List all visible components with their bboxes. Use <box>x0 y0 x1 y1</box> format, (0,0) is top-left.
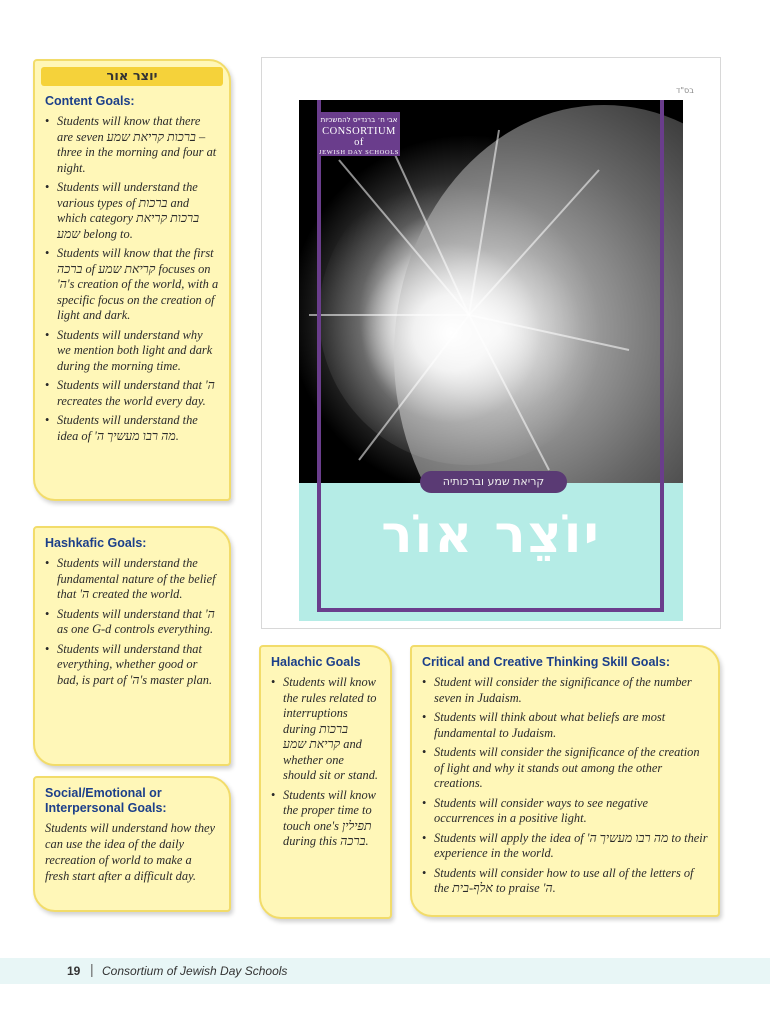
hashkafic-goals-list <box>45 556 219 688</box>
list-item: • Students will understand that 'ה recreates the world every day. <box>45 378 219 409</box>
list-item: • Students will understand the various types of ברכות and which category ברכות קריאת שמע belong to. <box>45 180 219 242</box>
halachic-goals-heading: Halachic Goals <box>271 655 361 669</box>
section-title-bar: יוצר אור <box>41 67 223 86</box>
list-item: • Students will know the proper time to touch one's תפילין during this ברכה. <box>271 788 380 850</box>
cover-subtitle: קריאת שמע וברכותיה <box>420 471 567 493</box>
list-item: • Students will know that there are seven ברכות קריאת שמע – three in the morning and four at night. <box>45 114 219 176</box>
critical-goals-card <box>410 645 720 917</box>
logo-schools-line: JEWISH DAY SCHOOLS <box>318 149 400 156</box>
cover-title: יוֹצֵר אוֹר <box>381 505 601 565</box>
list-item: • Students will consider ways to see negative occurrences in a positive light. <box>422 796 708 827</box>
logo-hebrew-line: אבי ח׳ ברנדייס להמשכיות <box>320 116 398 124</box>
page-footer <box>0 958 770 984</box>
bsd-mark: בס"ד <box>676 86 694 95</box>
hashkafic-goals-card <box>33 526 231 766</box>
critical-goals-list <box>422 675 708 897</box>
content-goals-card <box>33 59 231 501</box>
list-item: • Students will think about what beliefs are most fundamental to Judaism. <box>422 710 708 741</box>
content-goals-list <box>45 114 219 444</box>
critical-goals-heading: Critical and Creative Thinking Skill Goals: <box>422 655 670 669</box>
hashkafic-goals-heading: Hashkafic Goals: <box>45 536 147 550</box>
list-item: • Students will know the rules related to interruptions during ברכות קריאת שמע and whether one should sit or stand. <box>271 675 380 784</box>
list-item: • Students will know that the first ברכה of קריאת שמע focuses on 'ה's creation of the world, with a specific focus on the creation of light and dark. <box>45 246 219 324</box>
logo-name-line: CONSORTIUM of <box>322 126 396 148</box>
list-item: • Students will understand the idea of 'מה רבו מעשיך ה. <box>45 413 219 444</box>
halachic-goals-list <box>271 675 380 850</box>
booklet-cover-image <box>299 100 683 621</box>
list-item: • Students will consider how to use all of the letters of the אלף-בית to praise 'ה. <box>422 866 708 897</box>
list-item: • Students will understand why we mention both light and dark during the morning time. <box>45 328 219 375</box>
page-number: 19 <box>67 964 81 978</box>
social-goals-text: Students will understand how they can use the idea of the daily recreation of world to make a fresh start after a difficult day. <box>45 821 216 883</box>
consortium-logo <box>318 112 400 156</box>
list-item: • Students will consider the significance of the creation of light and why it stands out among the other creations. <box>422 745 708 792</box>
list-item: • Students will understand that 'ה as one G-d controls everything. <box>45 607 219 638</box>
halachic-goals-card <box>259 645 392 919</box>
list-item: • Students will understand the fundamental nature of the belief that 'ה created the world. <box>45 556 219 603</box>
social-goals-heading: Social/Emotional or Interpersonal Goals: <box>45 786 167 815</box>
content-goals-heading: Content Goals: <box>45 94 135 108</box>
footer-organization: Consortium of Jewish Day Schools <box>102 964 288 978</box>
list-item: • Students will apply the idea of 'מה רבו מעשיך ה to their experience in the world. <box>422 831 708 862</box>
list-item: • Student will consider the significance of the number seven in Judaism. <box>422 675 708 706</box>
footer-separator: | <box>90 961 94 977</box>
social-goals-card <box>33 776 231 912</box>
list-item: • Students will understand that everything, whether good or bad, is part of 'ה's master plan. <box>45 642 219 689</box>
